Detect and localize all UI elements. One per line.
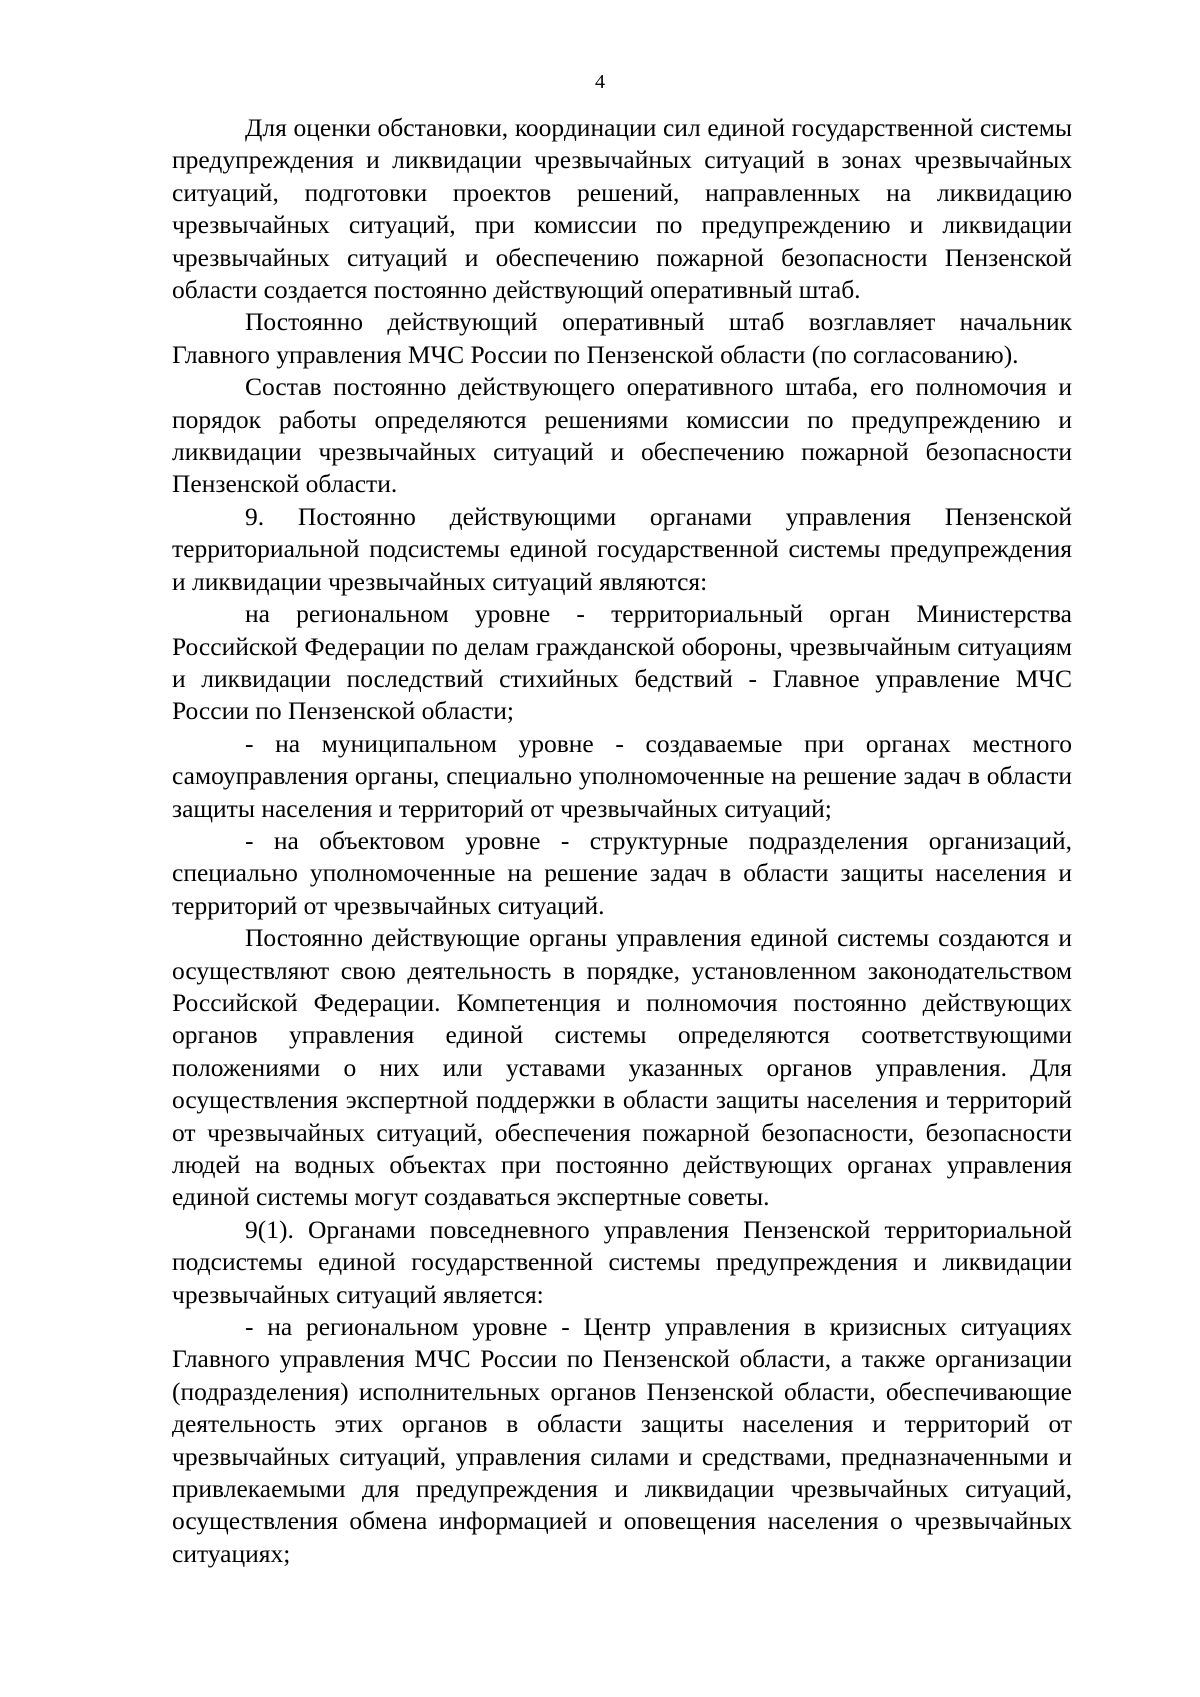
paragraph-object-level: - на объектовом уровне - структурные подразделения организаций, специально уполномоченные на решение задач в области защиты населения и территорий от чрезвычайных ситуаций. bbox=[172, 825, 1072, 920]
paragraph-staff-head: Постоянно действующий оперативный штаб возглавляет начальник Главного управления МЧС России по Пензенской области (по согласованию). bbox=[172, 307, 1072, 369]
paragraph-item-9-1: 9(1). Органами повседневного управления Пензенской территориальной подсистемы единой государственной системы предупреждения и ликвидации чрезвычайных ситуаций является: bbox=[172, 1214, 1072, 1309]
paragraph-staff-composition: Состав постоянно действующего оперативного штаба, его полномочия и порядок работы определяются решениями комиссии по предупреждению и ликвидации чрезвычайных ситуаций и обеспечению пожарной безопасности Пензенской области. bbox=[172, 372, 1072, 499]
paragraph-municipal-level: - на муниципальном уровне - создаваемые при органах местного самоуправления органы, специально уполномоченные на решение задач в области защиты населения и территорий от чрезвычайных ситуаций; bbox=[172, 728, 1072, 823]
paragraph-permanent-bodies: Постоянно действующие органы управления единой системы создаются и осуществляют свою деятельность в порядке, установленном законодательством Российской Федерации. Компетенция и полномочия постоянно действующих органов управления единой системы определяются соответствующими положениями о них или уставами указанных органов управления. Для осуществления экспертной поддержки в области защиты населения и территорий от чрезвычайных ситуаций, обеспечения пожарной безопасности, безопасности людей на водных объектах при постоянно действующих органах управления единой системы могут создаваться экспертные советы. bbox=[172, 923, 1072, 1212]
paragraph-regional-daily-management: - на региональном уровне - Центр управления в кризисных ситуациях Главного управления МЧС России по Пензенской области, а также организации (подразделения) исполнительных органов Пензенской области, обеспечивающие деятельность этих органов в области защиты населения и территорий от чрезвычайных ситуаций, управления силами и средствами, предназначенными и привлекаемыми для предупреждения и ликвидации чрезвычайных ситуаций, осуществления обмена информацией и оповещения населения о чрезвычайных ситуациях; bbox=[172, 1312, 1072, 1568]
paragraph-operational-staff: Для оценки обстановки, координации сил единой государственной системы предупреждения и ликвидации чрезвычайных ситуаций в зонах чрезвычайных ситуаций, подготовки проектов решений, направленных на ликвидацию чрезвычайных ситуаций, при комиссии по предупреждению и ликвидации чрезвычайных ситуаций и обеспечению пожарной безопасности Пензенской области создается постоянно действующий оперативный штаб. bbox=[172, 113, 1072, 305]
page-number: 4 bbox=[595, 71, 605, 93]
paragraph-item-9: 9. Постоянно действующими органами управления Пензенской территориальной подсистемы единой государственной системы предупреждения и ликвидации чрезвычайных ситуаций являются: bbox=[172, 501, 1072, 596]
document-body bbox=[172, 112, 1072, 1570]
paragraph-regional-level: на региональном уровне - территориальный орган Министерства Российской Федерации по делам гражданской обороны, чрезвычайным ситуациям и ликвидации последствий стихийных бедствий - Главное управление МЧС России по Пензенской области; bbox=[172, 599, 1072, 726]
